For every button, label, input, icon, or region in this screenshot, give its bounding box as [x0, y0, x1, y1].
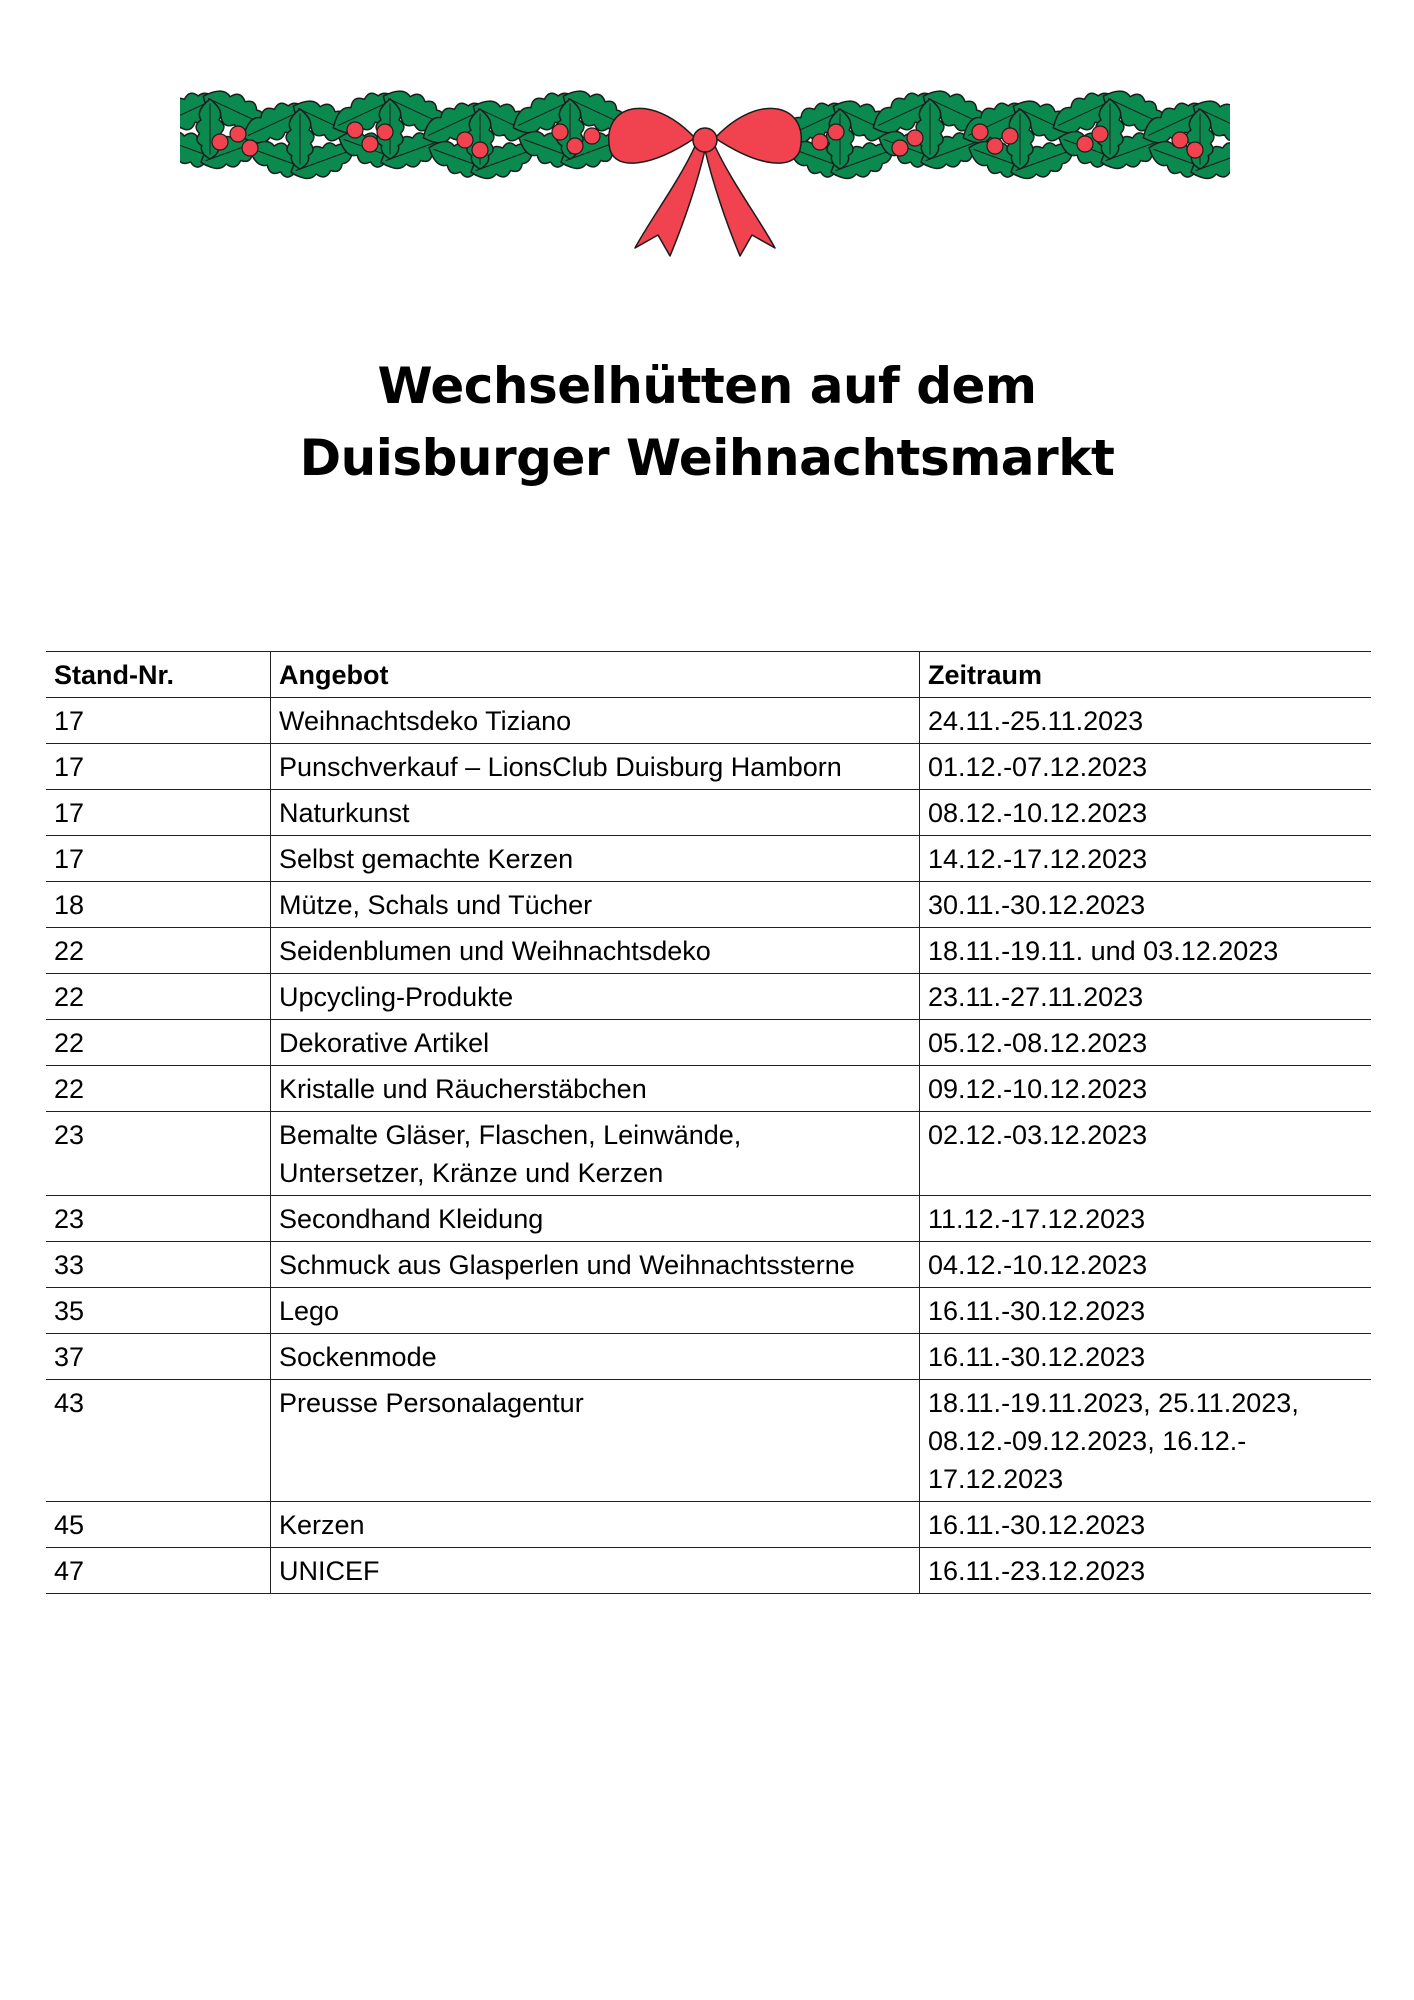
holly-berry-icon: [828, 124, 844, 140]
holly-berry-icon: [362, 136, 378, 152]
holly-berry-icon: [1077, 136, 1093, 152]
angebot-cell: Naturkunst: [271, 790, 920, 836]
zeitraum-cell: 16.11.-30.12.2023: [920, 1334, 1372, 1380]
holly-berry-icon: [377, 124, 393, 140]
holly-berry-icon: [472, 142, 488, 158]
angebot-cell: UNICEF: [271, 1548, 920, 1594]
holly-berry-icon: [567, 138, 583, 154]
title-line-1: Wechselhütten auf dem: [377, 357, 1037, 415]
zeitraum-cell: 30.11.-30.12.2023: [920, 882, 1372, 928]
zeitraum-cell: 01.12.-07.12.2023: [920, 744, 1372, 790]
zeitraum-cell: 05.12.-08.12.2023: [920, 1020, 1372, 1066]
angebot-cell: Secondhand Kleidung: [271, 1196, 920, 1242]
table-row: [46, 1020, 1371, 1066]
zeitraum-cell: 16.11.-30.12.2023: [920, 1288, 1372, 1334]
angebot-cell: Weihnachtsdeko Tiziano: [271, 698, 920, 744]
angebot-cell: Kristalle und Räucherstäbchen: [271, 1066, 920, 1112]
angebot-cell: Schmuck aus Glasperlen und Weihnachtssterne: [271, 1242, 920, 1288]
holly-berry-icon: [907, 130, 923, 146]
stand-cell: 35: [46, 1288, 271, 1334]
stand-cell: 45: [46, 1502, 271, 1548]
angebot-cell: Mütze, Schals und Tücher: [271, 882, 920, 928]
stand-cell: 17: [46, 698, 271, 744]
table-row: [46, 744, 1371, 790]
holly-berry-icon: [552, 124, 568, 140]
table-row: [46, 1334, 1371, 1380]
red-bow-icon: [609, 108, 802, 256]
stand-cell: 22: [46, 928, 271, 974]
table-row: [46, 1548, 1371, 1594]
column-header-stand: Stand-Nr.: [46, 652, 271, 698]
stand-cell: 18: [46, 882, 271, 928]
holly-berry-icon: [987, 138, 1003, 154]
holly-berry-icon: [584, 128, 600, 144]
stand-cell: 23: [46, 1112, 271, 1196]
zeitraum-cell: 08.12.-10.12.2023: [920, 790, 1372, 836]
table-row: [46, 1380, 1371, 1502]
table-row: [46, 1112, 1371, 1196]
holly-garland-icon: [180, 60, 1230, 260]
holly-berry-icon: [1002, 128, 1018, 144]
stand-cell: 43: [46, 1380, 271, 1502]
schedule-table: [46, 651, 1371, 1594]
table-row: [46, 974, 1371, 1020]
stand-cell: 22: [46, 1066, 271, 1112]
angebot-cell: Kerzen: [271, 1502, 920, 1548]
holly-berry-icon: [212, 134, 228, 150]
stand-cell: 23: [46, 1196, 271, 1242]
table-row: [46, 1502, 1371, 1548]
zeitraum-cell: 23.11.-27.11.2023: [920, 974, 1372, 1020]
holly-berry-icon: [1187, 142, 1203, 158]
table-row: [46, 836, 1371, 882]
stand-cell: 17: [46, 744, 271, 790]
zeitraum-cell: 09.12.-10.12.2023: [920, 1066, 1372, 1112]
table-row: [46, 698, 1371, 744]
table-row: [46, 928, 1371, 974]
holly-berry-icon: [230, 126, 246, 142]
holly-berry-icon: [1172, 132, 1188, 148]
holly-berry-icon: [457, 132, 473, 148]
stand-cell: 37: [46, 1334, 271, 1380]
zeitraum-cell: 14.12.-17.12.2023: [920, 836, 1372, 882]
zeitraum-cell: 16.11.-23.12.2023: [920, 1548, 1372, 1594]
angebot-cell: Sockenmode: [271, 1334, 920, 1380]
zeitraum-cell: 18.11.-19.11.2023, 25.11.2023, 08.12.-09.12.2023, 16.12.- 17.12.2023: [920, 1380, 1372, 1502]
zeitraum-cell: 18.11.-19.11. und 03.12.2023: [920, 928, 1372, 974]
stand-cell: 22: [46, 1020, 271, 1066]
holly-berry-icon: [347, 122, 363, 138]
table-row: [46, 1196, 1371, 1242]
angebot-cell: Seidenblumen und Weihnachtsdeko: [271, 928, 920, 974]
stand-cell: 47: [46, 1548, 271, 1594]
table-row: [46, 1288, 1371, 1334]
angebot-cell: Selbst gemachte Kerzen: [271, 836, 920, 882]
stand-cell: 22: [46, 974, 271, 1020]
zeitraum-cell: 24.11.-25.11.2023: [920, 698, 1372, 744]
stand-cell: 33: [46, 1242, 271, 1288]
angebot-cell: Bemalte Gläser, Flaschen, Leinwände, Untersetzer, Kränze und Kerzen: [271, 1112, 920, 1196]
zeitraum-cell: 11.12.-17.12.2023: [920, 1196, 1372, 1242]
angebot-cell: Dekorative Artikel: [271, 1020, 920, 1066]
angebot-cell: Preusse Personalagentur: [271, 1380, 920, 1502]
zeitraum-cell: 16.11.-30.12.2023: [920, 1502, 1372, 1548]
page-title: [0, 350, 1414, 494]
holly-berry-icon: [242, 140, 258, 156]
holly-berry-icon: [812, 134, 828, 150]
zeitraum-cell: 04.12.-10.12.2023: [920, 1242, 1372, 1288]
holly-berry-icon: [1092, 126, 1108, 142]
angebot-cell: Upcycling-Produkte: [271, 974, 920, 1020]
table-row: [46, 1066, 1371, 1112]
holly-berry-icon: [972, 124, 988, 140]
stand-cell: 17: [46, 790, 271, 836]
table-row: [46, 790, 1371, 836]
holly-berry-icon: [892, 140, 908, 156]
table-row: [46, 1242, 1371, 1288]
title-line-2: Duisburger Weihnachtsmarkt: [299, 429, 1115, 487]
zeitraum-cell: 02.12.-03.12.2023: [920, 1112, 1372, 1196]
table-row: [46, 882, 1371, 928]
stand-cell: 17: [46, 836, 271, 882]
column-header-angebot: Angebot: [271, 652, 920, 698]
table-header-row: [46, 652, 1371, 698]
angebot-cell: Punschverkauf – LionsClub Duisburg Hamborn: [271, 744, 920, 790]
column-header-zeitraum: Zeitraum: [920, 652, 1372, 698]
angebot-cell: Lego: [271, 1288, 920, 1334]
